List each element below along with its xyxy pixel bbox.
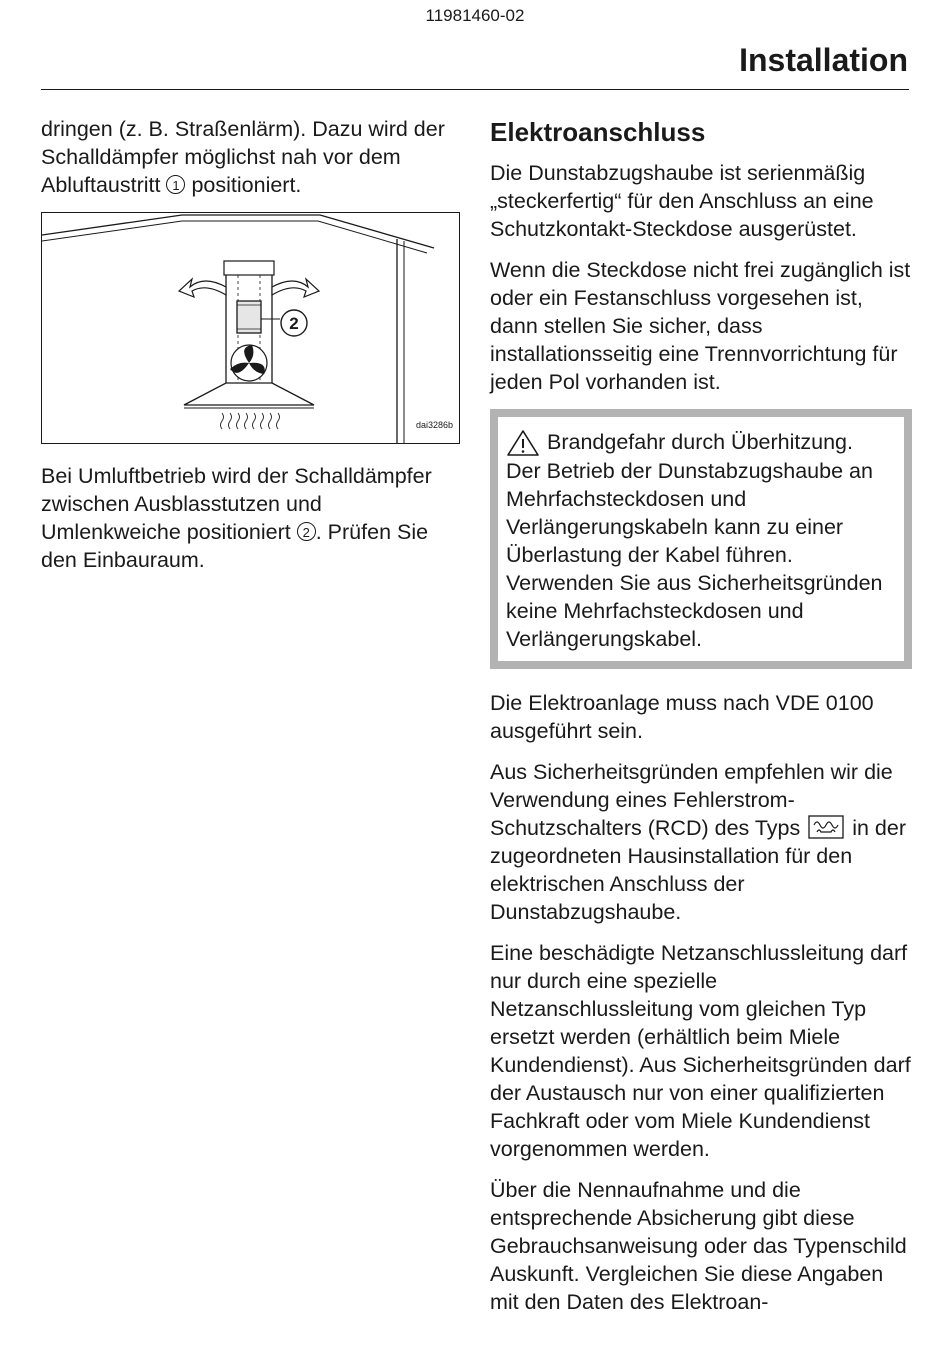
paragraph-rated-power: Über die Nennaufnahme und die entsprechende Absicherung gibt diese Gebrauchsanweisung oder das Typenschild Auskunft. Vergleichen Sie diese Angaben mit den Daten des Elektroan- <box>490 1178 907 1314</box>
callout-1: 1 <box>166 175 185 194</box>
paragraph-text: Aus Sicherheitsgründen empfehlen wir die Verwendung eines Fehlerstrom-Schutzschalters (RCD) des Typs <box>490 760 893 840</box>
heading-electrical-connection: Elektroanschluss <box>490 117 706 147</box>
paragraph-power-cable: Eine beschädigte Netzanschlussleitung darf nur durch eine spezielle Netzanschlussleitung vom gleichen Typ ersetzt werden (erhältlich beim Miele Kundendienst). Aus Sicherheitsgründen darf der Austausch nur von einer qualifizierten Fachkraft oder vom Miele Kundendienst vorgenommen werden. <box>490 941 911 1161</box>
paragraph-recirculation <box>41 462 466 574</box>
callout-2: 2 <box>297 522 316 541</box>
paragraph-text: in der zugeordneten Hausinstallation für den elektrischen Anschluss der Dunstabzugshaube. <box>490 816 906 924</box>
paragraph-rcd <box>490 758 912 926</box>
warning-triangle-icon <box>506 429 540 457</box>
rcd-type-a-icon <box>808 815 844 839</box>
figure-code: dai3286b <box>415 420 453 430</box>
paragraph-silencer-position <box>41 115 466 199</box>
figure-callout-2: 2 <box>289 314 299 333</box>
hood-installation-figure <box>41 212 460 444</box>
paragraph-vde: Die Elektroanlage muss nach VDE 0100 ausgeführt sein. <box>490 691 874 743</box>
paragraph-text: positioniert. <box>185 173 302 197</box>
warning-box <box>490 409 912 669</box>
paragraph-text: Bei Umluftbetrieb wird der Schalldämpfer zwischen Ausblasstutzen und Umlenkweiche positioniert <box>41 464 432 544</box>
paragraph-disconnect-device: Wenn die Steckdose nicht frei zugänglich ist oder ein Festanschluss vorgesehen ist, dann stellen Sie sicher, dass installationsseitig eine Trennvorrichtung für jeden Pol vorhanden ist. <box>490 258 911 394</box>
hood-diagram-svg <box>42 213 459 443</box>
paragraph-text: . Prüfen Sie den Einbauraum. <box>41 520 429 572</box>
header-divider <box>41 89 909 90</box>
warning-text-overload: Der Betrieb der Dunstabzugshaube an Mehrfachsteckdosen und Verlängerungskabeln kann zu einer Überlastung der Kabel führen. <box>506 459 873 567</box>
paragraph-plug-ready: Die Dunstabzugshaube ist serienmäßig „steckerfertig“ für den Anschluss an eine Schutzkontakt-Steckdose ausgerüstet. <box>490 161 874 241</box>
warning-title-row <box>506 428 896 457</box>
document-id: 11981460-02 <box>425 6 525 25</box>
left-column <box>41 115 466 587</box>
section-title: Installation <box>739 42 908 78</box>
right-column <box>490 115 912 1329</box>
warning-text-advice: Verwenden Sie aus Sicherheitsgründen keine Mehrfachsteckdosen und Verlängerungskabel. <box>506 571 883 651</box>
paragraph-text: dringen (z. B. Straßenlärm). Dazu wird der Schalldämpfer möglichst nah vor dem Abluftaustritt <box>41 117 445 197</box>
warning-title: Brandgefahr durch Überhitzung. <box>547 430 853 454</box>
